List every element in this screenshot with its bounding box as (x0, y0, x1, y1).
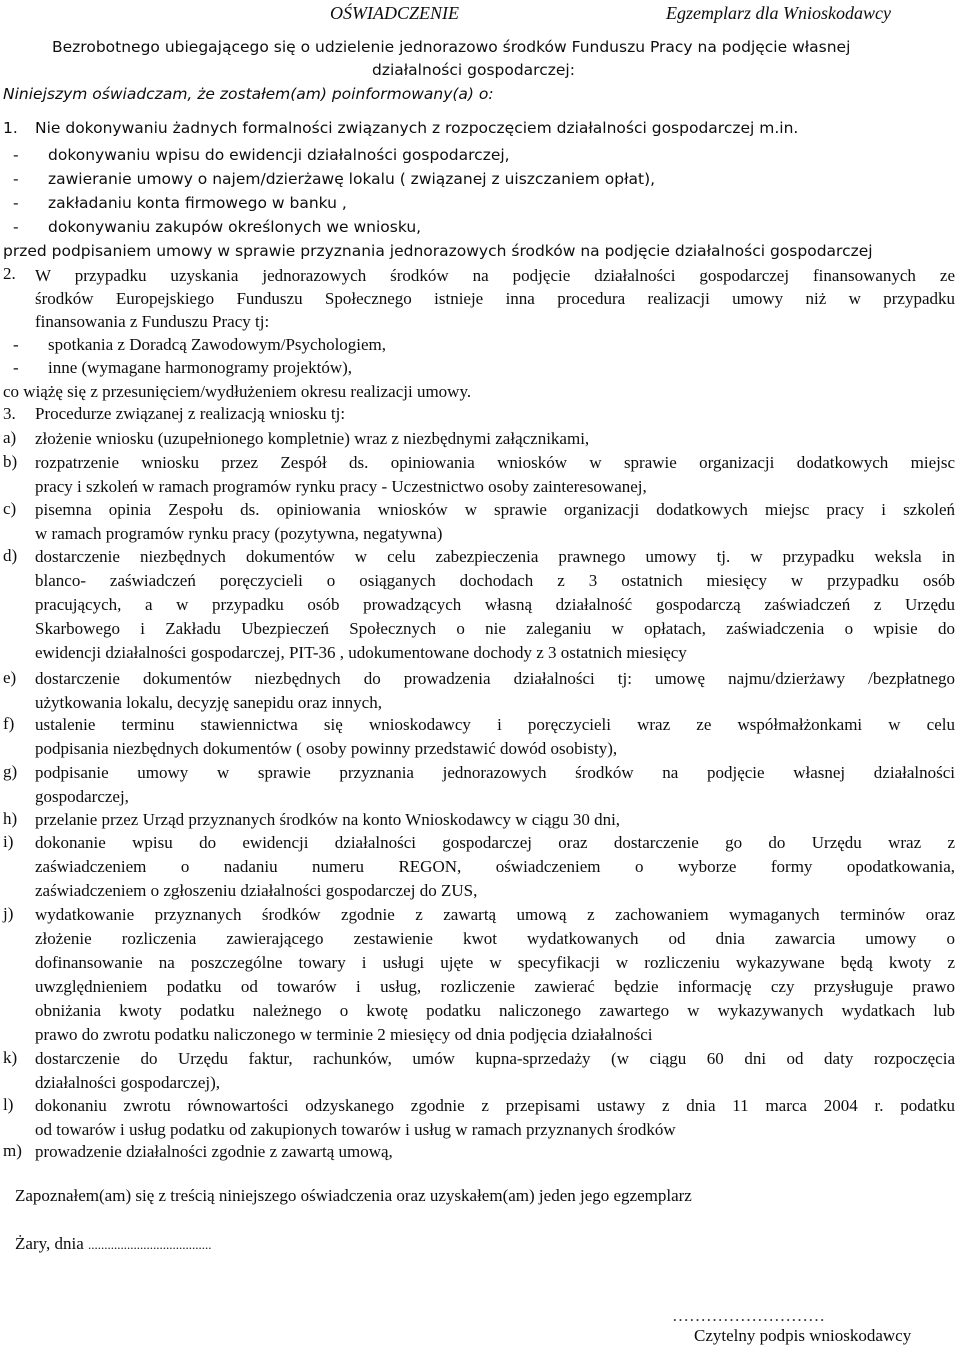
procedure-item-line: pracy i szkoleń w ramach programów rynku pracy - Uczestnictwo osoby zainteresowanej, (35, 477, 647, 496)
procedure-item-line: złożenie rozliczenia zawierającego zestawienie kwot wydatkowanych od dnia zawarcia umowy o (35, 929, 955, 948)
section-2-number: 2. (3, 264, 16, 283)
section-2-bullet: spotkania z Doradcą Zawodowym/Psychologiem, (48, 335, 387, 354)
procedure-item-line: blanco- zaświadczeń poręczycieli o osiąganych dochodach z 3 ostatnich miesięcy w przypadku osób (35, 571, 955, 590)
procedure-item-label: b) (3, 452, 18, 471)
procedure-item-line: gospodarczej, (35, 787, 129, 806)
procedure-item-line: dofinansowanie na poszczególne towary i usługi ujęte w specyfikacji w rozliczeniu wykazywane będą kwoty z (35, 953, 955, 972)
copy-label: Egzemplarz dla Wnioskodawcy (666, 3, 891, 23)
procedure-item-label: i) (3, 832, 14, 851)
section-2-bullet: inne (wymagane harmonogramy projektów), (48, 358, 353, 377)
procedure-item-label: f) (3, 714, 15, 733)
procedure-item-line: złożenie wniosku (uzupełnionego kompletnie) wraz z niezbędnymi załącznikami, (35, 429, 590, 448)
procedure-item-label: l) (3, 1095, 14, 1114)
bullet-dash: - (13, 146, 19, 164)
section-2-closing: co wiążę się z przesunięciem/wydłużeniem okresu realizacji umowy. (3, 382, 472, 401)
procedure-item-line: działalności gospodarczej), (35, 1073, 221, 1092)
bullet-dash: - (13, 358, 19, 377)
procedure-item-line: rozpatrzenie wniosku przez Zespół ds. opiniowania wniosków w sprawie organizacji dodatkowych miejsc (35, 453, 955, 472)
procedure-item-line: w ramach programów rynku pracy (pozytywna, negatywna) (35, 524, 443, 543)
procedure-item-line: uwzględnieniem podatku od towarów i usług, rozliczenie zawierać będzie informację czy przysługuje prawo (35, 977, 955, 996)
signature-line: ……………………… (672, 1306, 825, 1325)
bullet-dash: - (13, 218, 19, 236)
date-field: ...................................... (88, 1237, 212, 1252)
section-1-bullet: zawieranie umowy o najem/dzierżawę lokalu ( związanej z uiszczaniem opłat), (48, 170, 656, 188)
procedure-item-line: ewidencji działalności gospodarczej, PIT-36 , udokumentowane dochody z 3 ostatnich miesięcy (35, 643, 687, 662)
procedure-item-label: j) (3, 904, 14, 923)
procedure-item-line: obniżania kwoty podatku należnego o kwotę podatku naliczonego zawartego w wykazywanych wydatkach lub (35, 1001, 955, 1020)
procedure-item-line: przelanie przez Urząd przyznanych środków na konto Wnioskodawcy w ciągu 30 dni, (35, 810, 621, 829)
place-date-label: Żary, dnia (15, 1234, 84, 1253)
procedure-item-label: m) (3, 1141, 22, 1160)
declaration: Niniejszym oświadczam, że zostałem(am) poinformowany(a) o: (3, 85, 494, 103)
section-1-bullet: dokonywaniu wpisu do ewidencji działalności gospodarczej, (48, 146, 510, 164)
intro-line-1: Bezrobotnego ubiegającego się o udzielenie jednorazowo środków Funduszu Pracy na podjęcie własnej (52, 38, 851, 56)
section-1-number: 1. (3, 119, 18, 137)
bullet-dash: - (13, 194, 19, 212)
section-1-closing: przed podpisaniem umowy w sprawie przyznania jednorazowych środków na podjęcie działalności gospodarczej (3, 242, 873, 260)
procedure-item-line: podpisanie umowy w sprawie przyznania jednorazowych środków na podjęcie własnej działalności (35, 763, 955, 782)
procedure-item-label: e) (3, 668, 17, 687)
procedure-item-label: g) (3, 762, 18, 781)
signature-label: Czytelny podpis wnioskodawcy (694, 1326, 912, 1345)
procedure-item-line: Skarbowego i Zakładu Ubezpieczeń Społecznych o nie zaleganiu w opłatach, zaświadczenia o wpisie do (35, 619, 955, 638)
procedure-item-label: k) (3, 1048, 18, 1067)
place-date (15, 1234, 212, 1254)
acknowledgement: Zapoznałem(am) się z treścią niniejszego oświadczenia oraz uzyskałem(am) jeden jego egzemplarz (15, 1186, 692, 1205)
procedure-item-line: użytkowania lokalu, decyzję sanepidu oraz innych, (35, 693, 382, 712)
bullet-dash: - (13, 170, 19, 188)
procedure-item-line: pisemna opinia Zespołu ds. opiniowania wniosków w sprawie organizacji dodatkowych miejsc pracy i szkoleń (35, 500, 955, 519)
bullet-dash: - (13, 335, 19, 354)
section-1-bullet: dokonywaniu zakupów określonych we wniosku, (48, 218, 422, 236)
section-2-line: środków Europejskiego Funduszu Społecznego istnieje inna procedura realizacji umowy niż w przypadku (35, 289, 955, 308)
procedure-item-line: ustalenie terminu stawiennictwa się wnioskodawcy i poręczycieli wraz ze współmałżonkami w celu (35, 715, 955, 734)
procedure-item-line: dostarczenie do Urzędu faktur, rachunków, umów kupna-sprzedaży (w ciągu 60 dni od daty rozpoczęcia (35, 1049, 955, 1068)
section-3-text: Procedurze związanej z realizacją wniosku tj: (35, 404, 346, 423)
procedure-item-line: zaświadczeniem o nadaniu numeru REGON, oświadczeniem o wyborze formy opodatkowania, (35, 857, 955, 876)
procedure-item-line: dostarczenie dokumentów niezbędnych do prowadzenia działalności tj: umowę najmu/dzierżawy /bezpłatnego (35, 669, 955, 688)
procedure-item-label: d) (3, 546, 18, 565)
procedure-item-line: prawo do zwrotu podatku naliczonego w terminie 2 miesięcy od dnia podjęcia działalności (35, 1025, 653, 1044)
section-1-bullet: zakładaniu konta firmowego w banku , (48, 194, 347, 212)
procedure-item-label: a) (3, 428, 17, 447)
section-3-number: 3. (3, 404, 16, 423)
procedure-item-line: pracujących, a w przypadku osób prowadzących własną działalność gospodarczą zaświadczeń z Urzędu (35, 595, 955, 614)
document-title: OŚWIADCZENIE (330, 3, 459, 23)
procedure-item-line: prowadzenie działalności zgodnie z zawartą umową, (35, 1142, 393, 1161)
procedure-item-line: podpisania niezbędnych dokumentów ( osoby powinny przedstawić dowód osobisty), (35, 739, 618, 758)
procedure-item-line: dokonanie wpisu do ewidencji działalności gospodarczej oraz dostarczenie go do Urzędu wraz z (35, 833, 955, 852)
procedure-item-line: dokonaniu zwrotu równowartości odzyskanego zgodnie z przepisami ustawy z dnia 11 marca 2004 r. podatku (35, 1096, 955, 1115)
procedure-item-line: wydatkowanie przyznanych środków zgodnie z zawartą umową z zachowaniem wymaganych terminów oraz (35, 905, 955, 924)
section-2-line: finansowania z Funduszu Pracy tj: (35, 312, 270, 331)
procedure-item-line: dostarczenie niezbędnych dokumentów w celu zabezpieczenia prawnego umowy tj. w przypadku weksla in (35, 547, 955, 566)
section-1-text: Nie dokonywaniu żadnych formalności związanych z rozpoczęciem działalności gospodarczej m.in. (35, 119, 799, 137)
procedure-item-line: zaświadczeniem o zgłoszeniu działalności gospodarczej do ZUS, (35, 881, 478, 900)
procedure-item-label: h) (3, 809, 18, 828)
procedure-item-label: c) (3, 499, 17, 518)
procedure-item-line: od towarów i usług podatku od zakupionych towarów i usług w ramach przyznanych środków (35, 1120, 676, 1139)
intro-line-2: działalności gospodarczej: (372, 61, 575, 79)
section-2-line: W przypadku uzyskania jednorazowych środków na podjęcie działalności gospodarczej finansowanych ze (35, 266, 955, 285)
